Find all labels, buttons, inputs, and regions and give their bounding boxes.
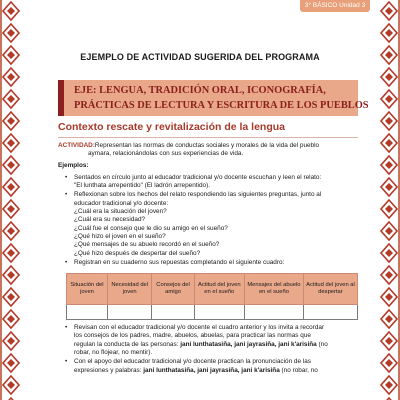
question: ¿Qué mensajes de su abuelo recordó en el sueño? (74, 241, 220, 249)
eje-title-line-1: EJE: LENGUA, TRADICIÓN ORAL, ICONOGRAFÍA, (74, 85, 326, 96)
table-header-cell: Actitud del joven en el sueño (194, 274, 244, 305)
bullet-4-line-1: • Revisan con el educador tradicional y/o docente el cuadro anterior y los invita a recordar (74, 324, 325, 332)
table-header-cell: Consejos del amigo (152, 274, 194, 305)
table-cell (303, 305, 357, 320)
activity-line-2: aymara, relacionándolas con sus experiencias de vida. (88, 150, 244, 158)
activity-row (58, 142, 368, 159)
list-item (74, 191, 368, 257)
page-title: EJEMPLO DE ACTIVIDAD SUGERIDA DEL PROGRAMA (80, 52, 320, 62)
examples-label: Ejemplos: (58, 161, 89, 169)
context-divider (58, 137, 358, 138)
bullet-2-line-2: educador tradicional y/o docente: (74, 199, 169, 207)
examples-list (58, 174, 368, 267)
bullet-5-line-2 (74, 367, 368, 375)
activity-content (58, 142, 368, 376)
bullet-4-line-3 (74, 341, 368, 349)
question: ¿Cuál fue el consejo que le dio su amigo en el sueño? (74, 224, 228, 232)
table-header-cell: Actitud del joven al despertar (303, 274, 357, 305)
activity-text (58, 142, 319, 159)
question: ¿Cuál era su necesidad? (74, 216, 146, 224)
activity-line-1: Representan las normas de conductas sociales y morales de la vida del pueblo (94, 142, 320, 149)
question: ¿Qué hizo después de despertar del sueño? (74, 249, 201, 257)
table-cell (67, 305, 108, 320)
bullet-3-line-1: • Registran en su cuaderno sus repuestas completando el siguiente cuadro: (74, 258, 285, 266)
bullet-5-line-2-pre: expresiones y palabras: (74, 366, 144, 374)
question: ¿Cuál era la situación del joven? (74, 208, 167, 216)
bullet-1-line-1: • Sentados en círculo junto al educador tradicional y/o docente escuchan y leen el relato: (74, 173, 322, 181)
eje-banner (58, 80, 369, 116)
list-item (74, 358, 368, 375)
table-cell (244, 305, 303, 320)
bullet-4-line-4: robar, no flojear, no mentir). (74, 349, 153, 357)
table-cell (152, 305, 194, 320)
context-title: Contexto rescate y revitalización de la lengua (58, 121, 285, 133)
eje-title-line-2: PRÁCTICAS DE LECTURA Y ESCRITURA DE LOS PUEBLOS (74, 100, 369, 111)
answers-table (66, 273, 358, 320)
table-row (67, 305, 358, 320)
bullet-2-line-1: • Reflexionan sobre los hechos del relato respondiendo las siguientes preguntas, junto al (74, 191, 322, 199)
bullet-4-line-2: los consejos de los padres, madre, abuelos, abuelas, para practicar las normas que (74, 332, 311, 340)
table-header-row (67, 274, 358, 305)
answers-table-wrapper (66, 273, 358, 320)
table-cell (194, 305, 244, 320)
activity-label: ACTIVIDAD: (58, 142, 95, 149)
bullet-4-line-3-pre: regulan la conducta de las personas: (74, 340, 181, 348)
bullet-5-line-2-post: (no robar, no (279, 366, 318, 374)
table-header-cell: Situación del joven (67, 274, 108, 305)
grade-label: 3° BÁSICO Unidad 3 (304, 2, 366, 9)
question: ¿Qué hizo el joven en el sueño? (74, 232, 166, 240)
list-item (74, 174, 368, 191)
bullet-4-line-3-bold: jani lunthatasiña, jani jayrasiña, jani k'arisiña (180, 340, 317, 348)
grade-tab (300, 0, 370, 12)
bullet-1-line-2: "El lunthata arrepentido" (El ladrón arrepentido). (74, 182, 210, 190)
closing-list (58, 324, 368, 375)
bullet-4-line-3-post: (no (316, 340, 328, 348)
bullet-5-line-2-bold: jani lunthatasiña, jani jayrasiña, jani k'arisiña (143, 366, 280, 374)
table-cell (107, 305, 152, 320)
table-header-cell: Necesidad del joven (107, 274, 152, 305)
table-header-cell: Mensajes del abuelo en el sueño (244, 274, 303, 305)
list-item (74, 259, 368, 267)
bullet-5-line-1: • Con el apoyo del educador tradicional y/o docente practican la pronunciación de las (74, 358, 311, 366)
list-item (74, 324, 368, 357)
